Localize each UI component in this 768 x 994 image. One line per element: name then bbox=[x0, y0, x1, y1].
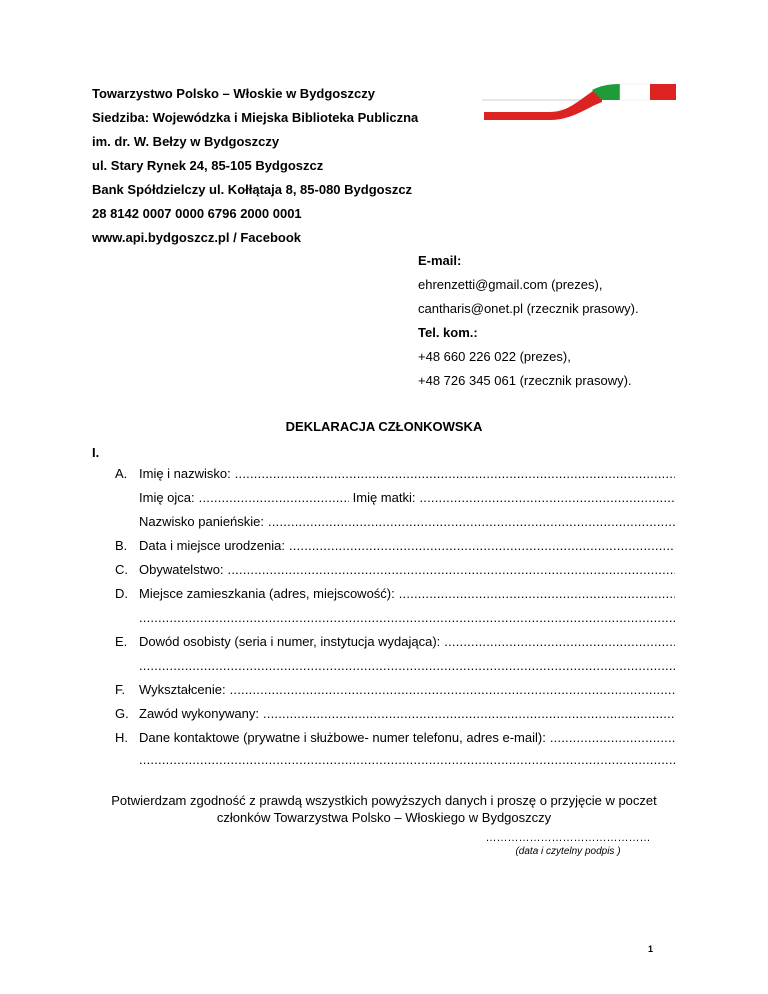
logo-white-band bbox=[620, 84, 650, 100]
field-letter: B. bbox=[115, 538, 128, 553]
fill-line-father[interactable] bbox=[199, 490, 349, 505]
field-letter: H. bbox=[115, 730, 128, 745]
confirmation-text bbox=[100, 792, 668, 826]
fill-line[interactable] bbox=[550, 730, 675, 745]
field-label: Nazwisko panieńskie: bbox=[139, 514, 265, 529]
field-letter: A. bbox=[115, 466, 128, 481]
fill-line[interactable] bbox=[230, 682, 675, 697]
field-label: Miejsce zamieszkania (adres, miejscowość): bbox=[139, 586, 395, 601]
fill-line[interactable] bbox=[139, 752, 675, 767]
phone-spokesperson: +48 726 345 061 (rzecznik prasowy). bbox=[418, 373, 632, 388]
field-label: Zawód wykonywany: bbox=[139, 706, 259, 721]
org-bank: Bank Spółdzielczy ul. Kołłątaja 8, 85-080 Bydgoszcz bbox=[92, 182, 413, 197]
field-letter: D. bbox=[115, 586, 128, 601]
confirmation-line-1: Potwierdzam zgodność z prawdą wszystkich powyższych danych i proszę o przyjęcie w poczet bbox=[111, 793, 657, 808]
fill-line[interactable] bbox=[263, 706, 675, 721]
email-president: ehrenzetti@gmail.com (prezes), bbox=[418, 277, 603, 292]
org-name: Towarzystwo Polsko – Włoskie w Bydgoszczy bbox=[92, 86, 375, 101]
field-residence[interactable] bbox=[115, 586, 675, 604]
field-birth[interactable] bbox=[115, 538, 675, 556]
fill-line[interactable] bbox=[399, 586, 675, 601]
field-occupation[interactable] bbox=[115, 706, 675, 724]
field-full-name[interactable] bbox=[115, 466, 675, 484]
fill-line[interactable] bbox=[289, 538, 675, 553]
signature-block[interactable] bbox=[478, 832, 658, 857]
org-address: ul. Stary Rynek 24, 85-105 Bydgoszcz bbox=[92, 158, 324, 173]
org-seat-2: im. dr. W. Bełzy w Bydgoszczy bbox=[92, 134, 280, 149]
field-label-father: Imię ojca: bbox=[139, 490, 195, 505]
field-id-card-continued[interactable] bbox=[115, 658, 675, 676]
logo-red-band bbox=[650, 84, 676, 100]
document-title: DEKLARACJA CZŁONKOWSKA bbox=[285, 419, 483, 434]
section-number: I. bbox=[92, 445, 100, 460]
fill-line[interactable] bbox=[268, 514, 675, 529]
email-label: E-mail: bbox=[418, 253, 462, 268]
field-id-card[interactable] bbox=[115, 634, 675, 652]
field-letter: E. bbox=[115, 634, 128, 649]
field-label-mother: Imię matki: bbox=[352, 490, 416, 505]
fill-line[interactable] bbox=[444, 634, 675, 649]
fill-line[interactable] bbox=[139, 610, 675, 625]
org-account-number: 28 8142 0007 0000 6796 2000 0001 bbox=[92, 206, 302, 221]
logo-flag-swoosh bbox=[480, 82, 680, 124]
field-education[interactable] bbox=[115, 682, 675, 700]
signature-line[interactable]: ……………………………………… bbox=[485, 832, 651, 844]
fill-line-mother[interactable] bbox=[419, 490, 675, 505]
field-contact-data[interactable] bbox=[115, 730, 675, 748]
field-residence-continued[interactable] bbox=[115, 610, 675, 628]
field-letter: F. bbox=[115, 682, 126, 697]
field-label: Obywatelstwo: bbox=[139, 562, 224, 577]
page-number: 1 bbox=[648, 944, 654, 954]
field-citizenship[interactable] bbox=[115, 562, 675, 580]
field-parents-names[interactable] bbox=[115, 490, 675, 508]
email-spokesperson: cantharis@onet.pl (rzecznik prasowy). bbox=[418, 301, 639, 316]
field-label: Wykształcenie: bbox=[139, 682, 226, 697]
org-website: www.api.bydgoszcz.pl / Facebook bbox=[92, 230, 301, 245]
field-label: Dowód osobisty (seria i numer, instytucja wydająca): bbox=[139, 634, 441, 649]
signature-caption: (data i czytelny podpis ) bbox=[515, 846, 621, 857]
field-label: Dane kontaktowe (prywatne i służbowe- numer telefonu, adres e-mail): bbox=[139, 730, 546, 745]
field-label: Data i miejsce urodzenia: bbox=[139, 538, 285, 553]
phone-president: +48 660 226 022 (prezes), bbox=[418, 349, 571, 364]
confirmation-line-2: członków Towarzystwa Polsko – Włoskiego w Bydgoszczy bbox=[216, 810, 552, 825]
field-letter: G. bbox=[115, 706, 129, 721]
fill-line[interactable] bbox=[139, 658, 675, 673]
field-label: Imię i nazwisko: bbox=[139, 466, 231, 481]
field-letter: C. bbox=[115, 562, 128, 577]
fill-line[interactable] bbox=[235, 466, 675, 481]
org-seat: Siedziba: Wojewódzka i Miejska Biblioteka Publiczna bbox=[92, 110, 419, 125]
field-contact-data-continued[interactable] bbox=[115, 752, 675, 770]
fill-line[interactable] bbox=[228, 562, 675, 577]
phone-label: Tel. kom.: bbox=[418, 325, 478, 340]
logo-red-swoosh bbox=[484, 86, 602, 120]
field-maiden-name[interactable] bbox=[115, 514, 675, 532]
